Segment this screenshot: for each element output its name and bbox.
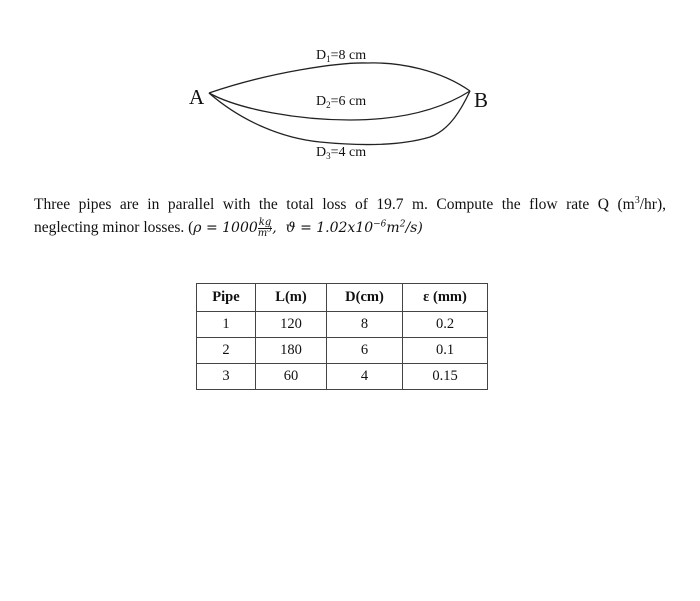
- cell-roughness: 0.15: [403, 364, 488, 390]
- cell-roughness: 0.1: [403, 338, 488, 364]
- pipe-1-label: $D_1=8$ cm: [316, 48, 367, 64]
- viscosity-expression: $ϑ = 1.02x10^{-6}m^2/s$): [285, 219, 423, 236]
- density-expression: ρ = 1000 $\frac{kg}{m^3}$ , $ϑ = 1.02x10^{-6}m^2/s$): [193, 216, 423, 239]
- cell-diameter: 4: [327, 364, 403, 390]
- cell-roughness: 0.2: [403, 312, 488, 338]
- problem-line-2: neglecting minor losses. (ρ = 1000 $\frac{kg}{m^3}$ , $ϑ = 1.02x10^{-6}m^2/s$): [34, 216, 423, 239]
- cell-pipe: 2: [197, 338, 256, 364]
- pipe-2-label: $D_2=6$ cm: [316, 94, 367, 110]
- table-row: [197, 312, 488, 338]
- pipe-3-label: $D_3=4$ cm: [316, 145, 367, 161]
- cell-diameter: 8: [327, 312, 403, 338]
- cell-length: 60: [256, 364, 327, 390]
- table-row: [197, 364, 488, 390]
- header-diameter: D(cm): [327, 284, 403, 312]
- cell-pipe: 3: [197, 364, 256, 390]
- cell-length: 180: [256, 338, 327, 364]
- table-row: [197, 338, 488, 364]
- header-roughness: ε (mm): [403, 284, 488, 312]
- problem-statement: [34, 193, 666, 240]
- header-pipe: Pipe: [197, 284, 256, 312]
- cell-diameter: 6: [327, 338, 403, 364]
- pipe-data-table: [196, 283, 488, 390]
- header-length: L(m): [256, 284, 327, 312]
- pipe-network-diagram: [0, 0, 700, 180]
- pipe-1-curve: [209, 63, 470, 93]
- problem-line-1: Three pipes are in parallel with the total loss of 19.7 m. Compute the flow rate Q $(m^3/hr)$,: [34, 194, 666, 213]
- cell-length: 120: [256, 312, 327, 338]
- point-a-label: A: [189, 85, 205, 109]
- table-header-row: [197, 284, 488, 312]
- point-b-label: B: [474, 88, 489, 112]
- cell-pipe: 1: [197, 312, 256, 338]
